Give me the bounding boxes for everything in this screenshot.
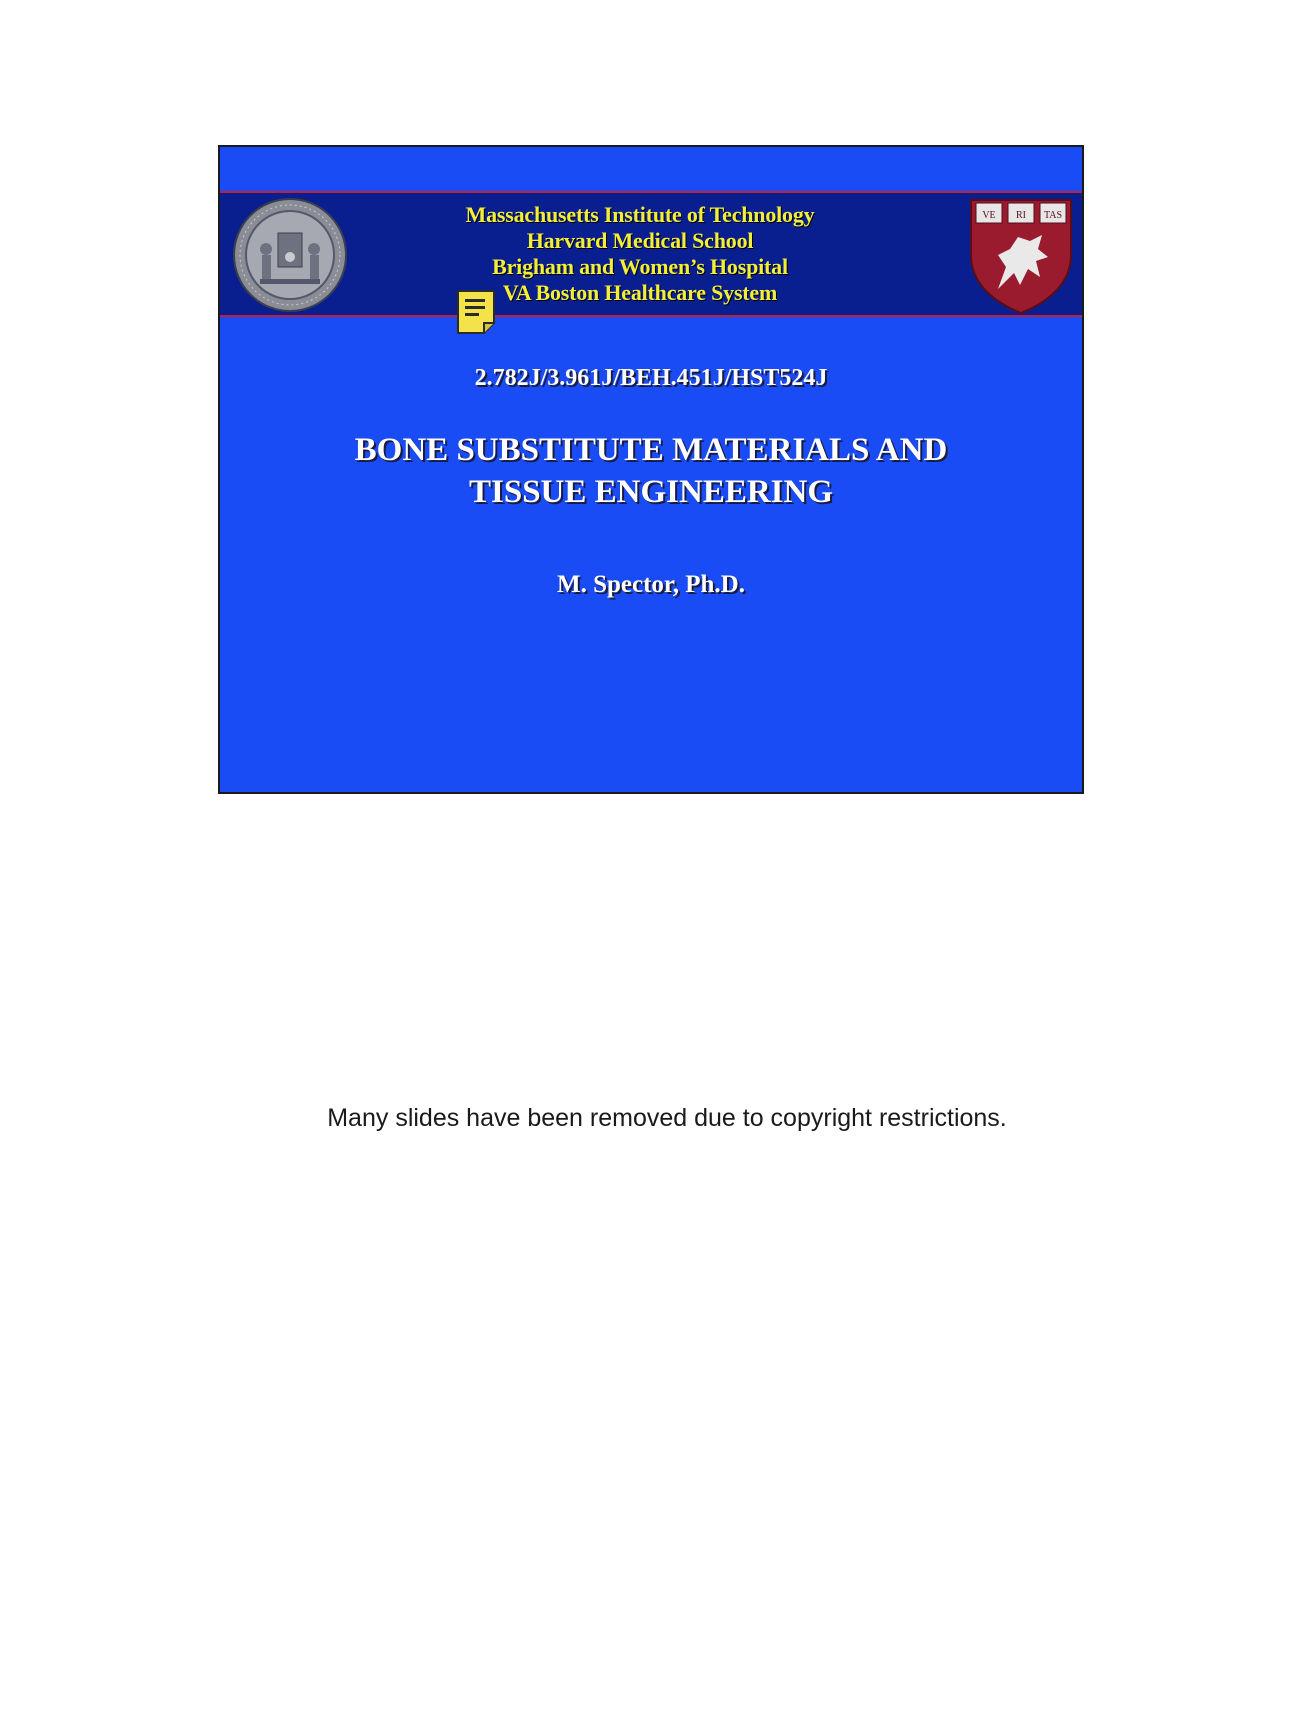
mit-seal-icon	[232, 197, 348, 313]
course-numbers: 2.782J/3.961J/BEH.451J/HST524J	[474, 365, 828, 391]
sticky-note-icon[interactable]	[456, 289, 496, 335]
slide-title-line: BONE SUBSTITUTE MATERIALS AND	[354, 432, 948, 468]
institution-line: Brigham and Women’s Hospital	[492, 254, 788, 279]
institution-line: Harvard Medical School	[526, 228, 754, 253]
institution-banner	[220, 191, 1082, 317]
shield-text: VE	[982, 210, 996, 221]
shield-text: TAS	[1043, 210, 1063, 221]
title-slide	[218, 145, 1084, 794]
institution-line: VA Boston Healthcare System	[502, 280, 778, 305]
harvard-veritas-shield-icon	[968, 197, 1074, 315]
slide-title-line: TISSUE ENGINEERING	[468, 474, 834, 510]
slide-title	[220, 429, 1082, 513]
copyright-notice: Many slides have been removed due to copyright restrictions.	[327, 1104, 1007, 1132]
author-name: M. Spector, Ph.D.	[557, 571, 745, 598]
institution-line: Massachusetts Institute of Technology	[465, 202, 815, 227]
shield-text: RI	[1016, 210, 1026, 221]
